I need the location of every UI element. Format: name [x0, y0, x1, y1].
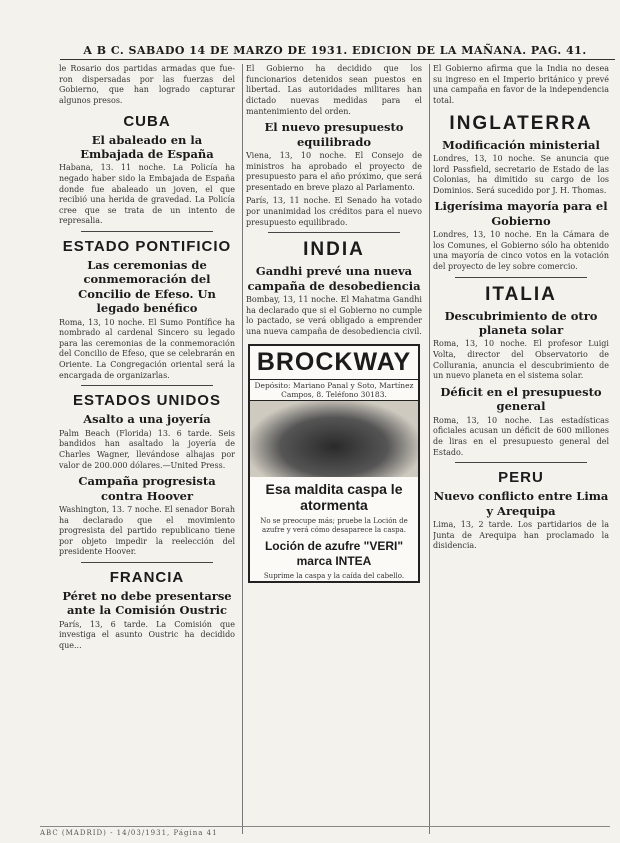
article-ministerial: Londres, 13, 10 noche. Se anuncia que lord Passfield, secretario de Estado de las Colonias, ha dimitido su cargo de los Dominios. Será sucedido por J. H. Thomas.: [433, 153, 609, 195]
column-divider: [242, 64, 243, 834]
separator: [81, 385, 213, 386]
section-inglaterra: INGLATERRA: [449, 112, 593, 134]
headline-deficit: Déficit en el presupuesto general: [440, 384, 602, 414]
column-divider: [429, 64, 430, 834]
headline-gandhi: Gandhi prevé una nueva campaña de desobediencia: [247, 264, 421, 293]
section-estado-pontificio: ESTADO PONTIFICIO: [62, 238, 232, 255]
advertisement: [248, 344, 420, 584]
section-cuba: CUBA: [123, 112, 171, 130]
separator: [81, 231, 213, 232]
article-presupuesto-2: París, 13, 11 noche. El Senado ha votado por unanimidad los créditos para el nuevo presupuesto equilibrado.: [246, 196, 422, 227]
article-deficit: Roma, 13, 10 noche. Las estadísticas oficiales acusan un déficit de 600 millones de liras en el presupuesto general del Estado.: [433, 415, 609, 457]
masthead-rule: [60, 59, 615, 60]
top-text: El Gobierno ha decidido que los funcionarios detenidos sean puestos en libertad. Las autoridades militares han dictado nuevas medidas para el mantenimiento del orden.: [246, 64, 422, 116]
headline-concilio: Las ceremonias de conmemoración del Concilio de Efeso. Un legado benéfico: [78, 258, 216, 316]
page-masthead: A B C. SABADO 14 DE MARZO DE 1931. EDICION DE LA MAÑANA. PAG. 41.: [83, 44, 587, 57]
article-lima: Lima, 13, 2 tarde. Los partidarios de la Junta de Arequipa han proclamado la disidencia.: [433, 519, 609, 551]
separator: [81, 562, 213, 563]
separator: [455, 462, 587, 463]
column-2: [246, 64, 422, 834]
article-presupuesto: Viena, 13, 10 noche. El Consejo de ministros ha aprobado el proyecto de presupuesto para el año próximo, que será presentado en breve plazo al Parlamento.: [246, 150, 422, 192]
section-peru: PERU: [498, 469, 544, 487]
headline-ministerial: Modificación ministerial: [442, 137, 600, 152]
headline-joyeria: Asalto a una joyería: [83, 412, 211, 427]
headline-lima: Nuevo conflicto entre Lima y Arequipa: [433, 489, 609, 518]
article-planeta: Roma, 13, 10 noche. El profesor Luigi Volta, director del Observatorio de Collurania, anuncia el descubrimiento de un nuevo planeta en el sistema solar.: [433, 339, 609, 381]
article-gandhi: Bombay, 13, 11 noche. El Mahatma Gandhi ha declarado que si el Gobierno no cumple lo pactado, se verá obligado a emprender una nueva campaña de desobediencia civil.: [246, 295, 422, 336]
separator: [455, 277, 587, 278]
ad-illustration: [250, 401, 418, 477]
lead-text: le Rosario dos partidas armadas que fue-ron dispersadas por las fuerzas del Gobierno, que han logrado capturar algunos presos.: [59, 64, 235, 105]
section-estados-unidos: ESTADOS UNIDOS: [73, 392, 221, 410]
ad-product: Loción de azufre "VERI" marca INTEA: [264, 539, 404, 568]
column-3: [433, 64, 609, 834]
top-text: El Gobierno afirma que la India no desea su ingreso en el Imperio británico y prevé una campaña en favor de la independencia total.: [433, 64, 609, 105]
headline-mayoria: Ligerísima mayoría para el Gobierno: [434, 199, 608, 228]
section-india: INDIA: [303, 239, 365, 261]
article-concilio: Roma, 13, 10 noche. El Sumo Pontífice ha nombrado al cardenal Sincero su legado para las ceremonias de la conmemoración del Concilio de Efeso, que se celebrarán en Oriente. La Congregación oriental será la encargada de organizarlas.: [59, 317, 235, 380]
article-cuba: Habana, 13. 11 noche. La Policía ha negado haber sido la Embajada de España donde fue abaleado un joven, el que recibió una herida de gravedad. La Policía cree que se trata de un intento de represalia.: [59, 163, 235, 226]
ad-address: Depósito: Mariano Panal y Soto, Martínez Campos, 8. Teléfono 30183.: [250, 380, 418, 401]
section-francia: FRANCIA: [109, 569, 185, 586]
page-footer: ABC (MADRID) - 14/03/1931, Página 41: [40, 826, 610, 837]
separator: [268, 232, 400, 233]
article-peret: París, 13, 6 tarde. La Comisión que investiga el asunto Oustric ha decidido que...: [59, 619, 235, 650]
headline-presupuesto: El nuevo presupuesto equilibrado: [264, 120, 404, 149]
ad-copy-2: Suprime la caspa y la caída del cabello.: [263, 572, 405, 581]
article-hoover: Washington, 13. 7 noche. El senador Borah ha declarado que el movimiento progresista del partido republicano tiene por objeto impedir la reelección del presidente Hoover.: [59, 504, 235, 557]
column-1: [59, 64, 235, 834]
ad-copy: No se preocupe más; pruebe la Loción de azufre y verá cómo desaparece la caspa.: [260, 517, 408, 535]
ad-brand: BROCKWAY: [250, 346, 418, 380]
article-joyeria: Palm Beach (Florida) 13. 6 tarde. Seis bandidos han asaltado la joyería de Charles Wagner, llevándose alhajas por valor de 200.000 dólares.—United Press.: [59, 428, 235, 470]
ad-headline: Esa maldita caspa le atormenta: [265, 480, 403, 514]
headline-cuba: El abaleado en la Embajada de España: [80, 132, 214, 161]
headline-hoover: Campaña progresista contra Hoover: [78, 474, 216, 503]
headline-planeta: Descubrimiento de otro planeta solar: [444, 308, 598, 337]
article-mayoria: Londres, 13, 10 noche. En la Cámara de los Comunes, el Gobierno sólo ha obtenido una mayoría de cinco votos en la votación del proyecto de ley sobre comercio.: [433, 230, 609, 271]
headline-peret: Péret no debe presentarse ante la Comisión Oustric: [62, 589, 232, 618]
section-italia: ITALIA: [485, 283, 557, 305]
